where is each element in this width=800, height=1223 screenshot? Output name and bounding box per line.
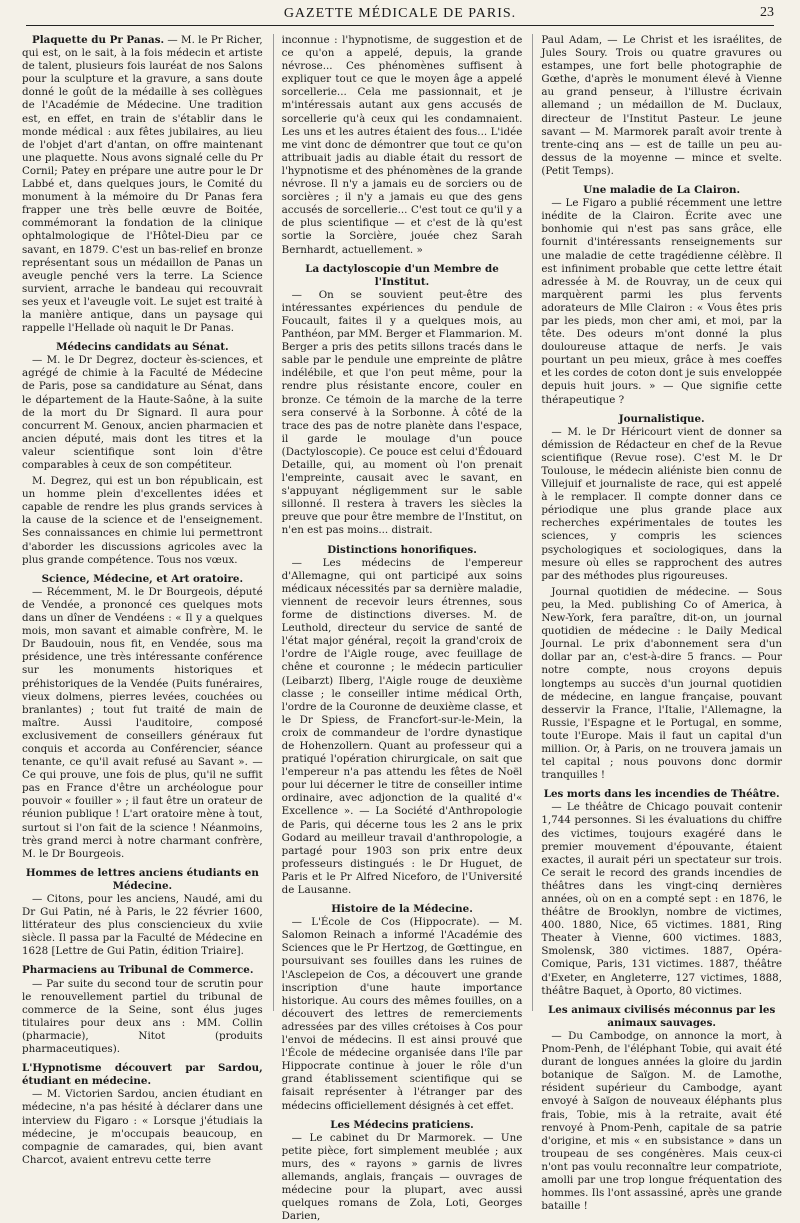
article-body: — Citons, pour les anciens, Naudé, ami du Dr Gui Patin, né à Paris, le 22 février 1600, littérateur des plus consciencieux du xviie siècle. Il passa par la Faculté de Médecine en 1628 [Lettre de Gui Patin, édition Triaire]. (22, 893, 263, 958)
article-columns (22, 34, 783, 1223)
article-body: — M. le Dr Degrez, docteur ès-sciences, et agrégé de chimie à la Faculté de Médecine de Paris, pose sa candidature au Sénat, dans le département de la Haute-Saône, à la suite de la mort du Dr Signard. Il aura pour concurrent M. Genoux, ancien pharmacien et ancien député, mais dont les titres et la valeur scientifique sont loin d'être comparables à ceux de son compétiteur. (22, 354, 263, 471)
article-heading: Journalistique. (618, 412, 705, 425)
column-3 (532, 34, 783, 1213)
article-body: — Le Figaro a publié récemment une lettre inédite de la Clairon. Écrite avec une bonhomie qui n'est pas sans grâce, elle fournit d'intéressants renseignements sur une maladie de cette tragédienne célèbre. Il est infiniment probable que cette lettre était adressée à M. de Rouvray, un de ceux qui marquèrent parmi les plus fervents adorateurs de Mlle Clairon : « Vous êtes pris par les pieds, mon cher ami, et moi, par la tête. Des odeurs m'ont donné la plus douloureuse attaque de nerfs. Je vais pourtant un peu mieux, grâce à mes coeffes et les cordes de coton dont je suis enveloppée depuis huit jours. » — Que signifie cette thérapeutique ? (541, 197, 783, 406)
article-heading: Pharmaciens au Tribunal de Commerce. (22, 964, 254, 977)
article-body: — Récemment, M. le Dr Bourgeois, député de Vendée, a prononcé ces quelques mots dans un dîner de Vendéens : « Il y a quelques mois, mon savant et aimable confrère, M. le Dr Baudouin, nous fit, en Vendée, sous ma présidence, une très intéressante conférence sur les monuments historiques et préhistoriques de la Vendée (Puits funéraires, vieux dolmens, pierres levées, couchées ou branlantes) ; tout fut traité de main de maître. Aussi l'auditoire, composé exclusivement de conseillers généraux fut conquis et accorda au Conférencier, séance tenante, ce qu'il avait refusé au Savant ». — Ce qui prouve, une fois de plus, qu'il ne suffit pas en France d'être un archéologue pour pouvoir « fouiller » ; il faut être un orateur de réunion publique ! L'art oratoire mène à tout, surtout si l'on fait de la science ! Néanmoins, très grand merci à notre charmant confrère, M. le Dr Bourgeois. (22, 585, 263, 860)
column-1 (22, 34, 263, 1166)
page-number: 23 (760, 5, 774, 20)
article-body: — Du Cambodge, on annonce la mort, à Pnom-Penh, de l'éléphant Tobie, qui avait été durant de longues années la gloire du jardin botanique de Saïgon. M. de Lamothe, résident supérieur du Cambodge, ayant envoyé à Saïgon de nouveaux éléphants plus frais, Tobie, mis à la retraite, avait été renvoyé à Pnom-Penh, capitale de sa patrie d'origine, et mis « en subsistance » dans un troupeau de ses congénères. Mais ceux-ci n'ont pas voulu reconnaître leur compatriote, amolli par une trop longue fréquentation des hommes. Ils l'ont assassiné, après une grande bataille ! (541, 1029, 783, 1213)
article-body: Journal quotidien de médecine. — Sous peu, la Med. publishing Co of America, à New-York, fera paraître, dit-on, un journal quotidien de médecine : le Daily Medical Journal. Le prix d'abonnement sera d'un dollar par an, c'est-à-dire 5 francs. — Pour notre compte, nous croyons depuis longtemps au succès d'un journal quotidien de médecine, en langue française, pouvant desservir la France, l'Italie, l'Allemagne, la Russie, l'Espagne et le Portugal, en somme, toute l'Europe. Mais il faut un capital d'un million. Or, à Paris, on ne trouvera jamais un tel capital ; nous pouvons donc dormir tranquilles ! (541, 585, 783, 782)
article-heading: Les animaux civilisés méconnus par les animaux sauvages. (548, 1003, 776, 1029)
article-heading: Les morts dans les incendies de Théâtre. (543, 788, 780, 801)
article-body: — Par suite du second tour de scrutin pour le renouvellement partiel du tribunal de commerce de la Seine, sont élus juges titulaires pour deux ans : MM. Collin (pharmacie), Nitot (produits pharmaceutiques). (22, 977, 263, 1056)
article-heading: Hommes de lettres anciens étudiants en Médecine. (25, 866, 259, 892)
article-body: — Le cabinet du Dr Marmorek. — Une petite pièce, fort simplement meublée ; aux murs, des « rayons » garnis de livres allemands, anglais, français — ouvrages de médecine pour la plupart, avec aussi quelques romans de Zola, Loti, Georges Darien, (281, 1131, 523, 1223)
article-body: — On se souvient peut-être des intéressantes expériences du pendule de Foucault, faites il y a quelques mois, au Panthéon, par MM. Berger et Flammarion. M. Berger a pris des petits sillons tracés dans le sable par le pendule une empreinte de plâtre indélébile, et que l'on peut même, pour la rendre plus résistante encore, couler en bronze. Ce témoin de la marche de la terre sera conservé à la Sorbonne. À côté de la trace des pas de notre planète dans l'espace, il garde le moulage d'un pouce (Dactyloscopie). Ce pouce est celui d'Édouard Detaille, qui, au moment où l'on prenait l'empreinte, causait avec le savant, en s'appuyant négligemment sur le sable sillonné. Il restera à travers les siècles la preuve que pour être membre de l'Institut, on n'en est pas moins... distrait. (281, 288, 523, 537)
article-heading: Médecins candidats au Sénat. (56, 341, 229, 354)
article-heading: Distinctions honorifiques. (327, 543, 477, 556)
article-body: — M. Victorien Sardou, ancien étudiant en médecine, n'a pas hésité à déclarer dans une interview du Figaro : « Lorsque j'étudiais la médecine, je m'occupais beaucoup, en compagnie de camarades, qui, bien avant Charcot, avaient entrevu cette terre (22, 1088, 263, 1166)
newspaper-title: GAZETTE MÉDICALE DE PARIS. (283, 6, 517, 21)
article-body: M. Degrez, qui est un bon républicain, est un homme plein d'excellentes idées et capable de rendre les plus grands services à la cause de la science et de l'enseignement. Ses connaissances en chimie lui permettront d'aborder les discussions agricoles avec la plus grande compétence. Tous nos vœux. (22, 475, 263, 566)
article-heading: L'Hypnotisme découvert par Sardou, étudiant en médecine. (22, 1062, 263, 1088)
article-body: — M. le Dr Héricourt vient de donner sa démission de Rédacteur en chef de la Revue scientifique (Revue rose). C'est M. le Dr Toulouse, le médecin aliéniste bien connu de Villejuif et journaliste de race, qui est appelé à le remplacer. Il compte donner dans ce périodique une plus grande place aux recherches expérimentales de toutes les sciences, y compris les sciences psychologiques et sociologiques, dans la mesure où elles se rapprochent des autres par des méthodes plus rigoureuses. (541, 425, 783, 582)
article-heading: Plaquette du Pr Panas. (32, 34, 165, 46)
column-2 (273, 34, 523, 1223)
article-heading: Les Médecins praticiens. (330, 1118, 474, 1131)
article-body: — M. le Pr Richer, qui est, on le sait, à la fois médecin et artiste de talent, plusieurs fois lauréat de nos Salons pour la sculpture et la gravure, a sans doute donné le goût de la médaille à ses collègues de l'Académie de Médecine. Une tradition est, en effet, en train de s'établir dans le monde médical : aux fêtes jubilaires, au lieu de l'objet d'art d'antan, on offre maintenant une plaquette. Nous avons signalé celle du Pr Cornil; Patey en prépare une autre pour le Dr Labbé et, dans quelques jours, le Comité du monument à la mémoire du Dr Panas fera frapper une très belle œuvre de Boitée, commémorant la fondation de la clinique ophtalmologique de l'Hôtel-Dieu par ce savant, en 1879. C'est un bas-relief en bronze représentant sous un médaillon de Panas un aveugle penché vers la terre. La Science survient, arrache le bandeau qui recouvrait ses yeux et l'aveugle voit. Le sujet est traité à la manière antique, dans un paysage qui rappelle l'Hellade où naquit le Dr Panas. (22, 34, 263, 335)
article-body: Paul Adam, — Le Christ et les israélites, de Jules Soury. Trois ou quatre gravures ou estampes, une fort belle photographie de Gœthe, d'après le monument élevé à Vienne au grand penseur, à l'illustre écrivain allemand ; un médaillon de M. Duclaux, directeur de l'Institut Pasteur. Le jeune savant — M. Marmorek paraît avoir trente à trente-cinq ans — est de taille un peu au-dessus de la moyenne — mince et svelte. (Petit Temps). (541, 34, 783, 177)
article-body: — Le théâtre de Chicago pouvait contenir 1,744 personnes. Si les évaluations du chiffre des victimes, toujours exagéré dans le premier mouvement d'épouvante, étaient exactes, il aurait péri un spectateur sur trois. Ce serait le record des grands incendies de théâtres dans les vingt-cinq dernières années, où on en a compté sept : en 1876, le théâtre de Brooklyn, nombre de victimes, 400. 1880, Nice, 65 victimes. 1881, Ring Theater à Vienne, 600 victimes. 1883, Smolensk, 380 victimes. 1887, Opéra-Comique, Paris, 131 victimes. 1887, théâtre d'Exeter, en Angleterre, 127 victimes, 1888, théâtre Baquet, à Oporto, 80 victimes. (541, 801, 783, 997)
article-heading: Histoire de la Médecine. (331, 903, 473, 916)
article-panas (22, 34, 263, 335)
page-header (26, 5, 774, 26)
article-heading: Une maladie de La Clairon. (583, 184, 741, 197)
article-body: inconnue : l'hypnotisme, de suggestion et de ce qu'on a appelé, depuis, la grande névrose... Ces phénomènes suffisent à expliquer tout ce que le moyen âge a appelé sorcellerie... Cela me passionnait, et je m'intéressais autant aux gens accusés de sorcellerie qu'à ceux qui les condamnaient. Les uns et les autres étaient des fous... L'idée me vint donc de démontrer que tout ce qu'on attribuait jadis au diable était du ressort de l'hypnotisme et des phénomènes de la grande névrose. Il n'y a jamais eu de sorciers ou de sorcières ; il n'y a jamais eu que des gens accusés de sorcellerie... C'est tout ce qu'il y a de plus scientifique — et c'est de là qu'est sortie la Sorcière, jouée chez Sarah Bernhardt, actuellement. » (281, 34, 523, 256)
article-heading: La dactyloscopie d'un Membre de l'Institut. (305, 262, 499, 288)
article-body: — L'École de Cos (Hippocrate). — M. Salomon Reinach a informé l'Académie des Sciences que le Pr Hertzog, de Gœttingue, en poursuivant ses fouilles dans les ruines de l'Asclepeion de Cos, a découvert une grande inscription d'une haute importance historique. Au cours des mêmes fouilles, on a découvert des lettres de remerciements adressées par des villes crétoises à Cos pour l'envoi de médecins. Il est ainsi prouvé que l'École de médecine organisée dans l'île par Hippocrate continue à jouer le rôle d'un grand établissement scientifique qui se faisait représenter à l'étranger par des médecins officiellement désignés à cet effet. (281, 916, 523, 1112)
article-body: — Les médecins de l'empereur d'Allemagne, qui ont participé aux soins médicaux nécessités par sa dernière maladie, viennent de recevoir leurs étrennes, sous forme de distinctions diverses. M. de Leuthold, directeur du service de santé de l'état major général, reçoit la grand'croix de l'ordre de l'Aigle rouge, avec feuillage de chêne et couronne ; le médecin particulier (Leibarzt) Ilberg, l'Aigle rouge de deuxième classe ; le conseiller intime médical Orth, l'ordre de la Couronne de deuxième classe, et le Dr Spiess, de Francfort-sur-le-Mein, la croix de commandeur de l'ordre dynastique de Hohenzollern. Quant au professeur qui a pratiqué l'opération chirurgicale, on sait que l'empereur n'a pas attendu les fêtes de Noël pour lui décerner le titre de conseiller intime ordinaire, avec adjonction de la qualité d'« Excellence ». — La Société d'Anthropologie de Paris, qui décerne tous les 2 ans le prix Godard au meilleur travail d'anthropologie, a partagé pour 1903 son prix entre deux professeurs distingués : le Dr Huguet, de Paris et le Pr Alfred Niceforo, de l'Université de Lausanne. (281, 556, 523, 896)
article-heading: Science, Médecine, et Art oratoire. (41, 572, 244, 585)
